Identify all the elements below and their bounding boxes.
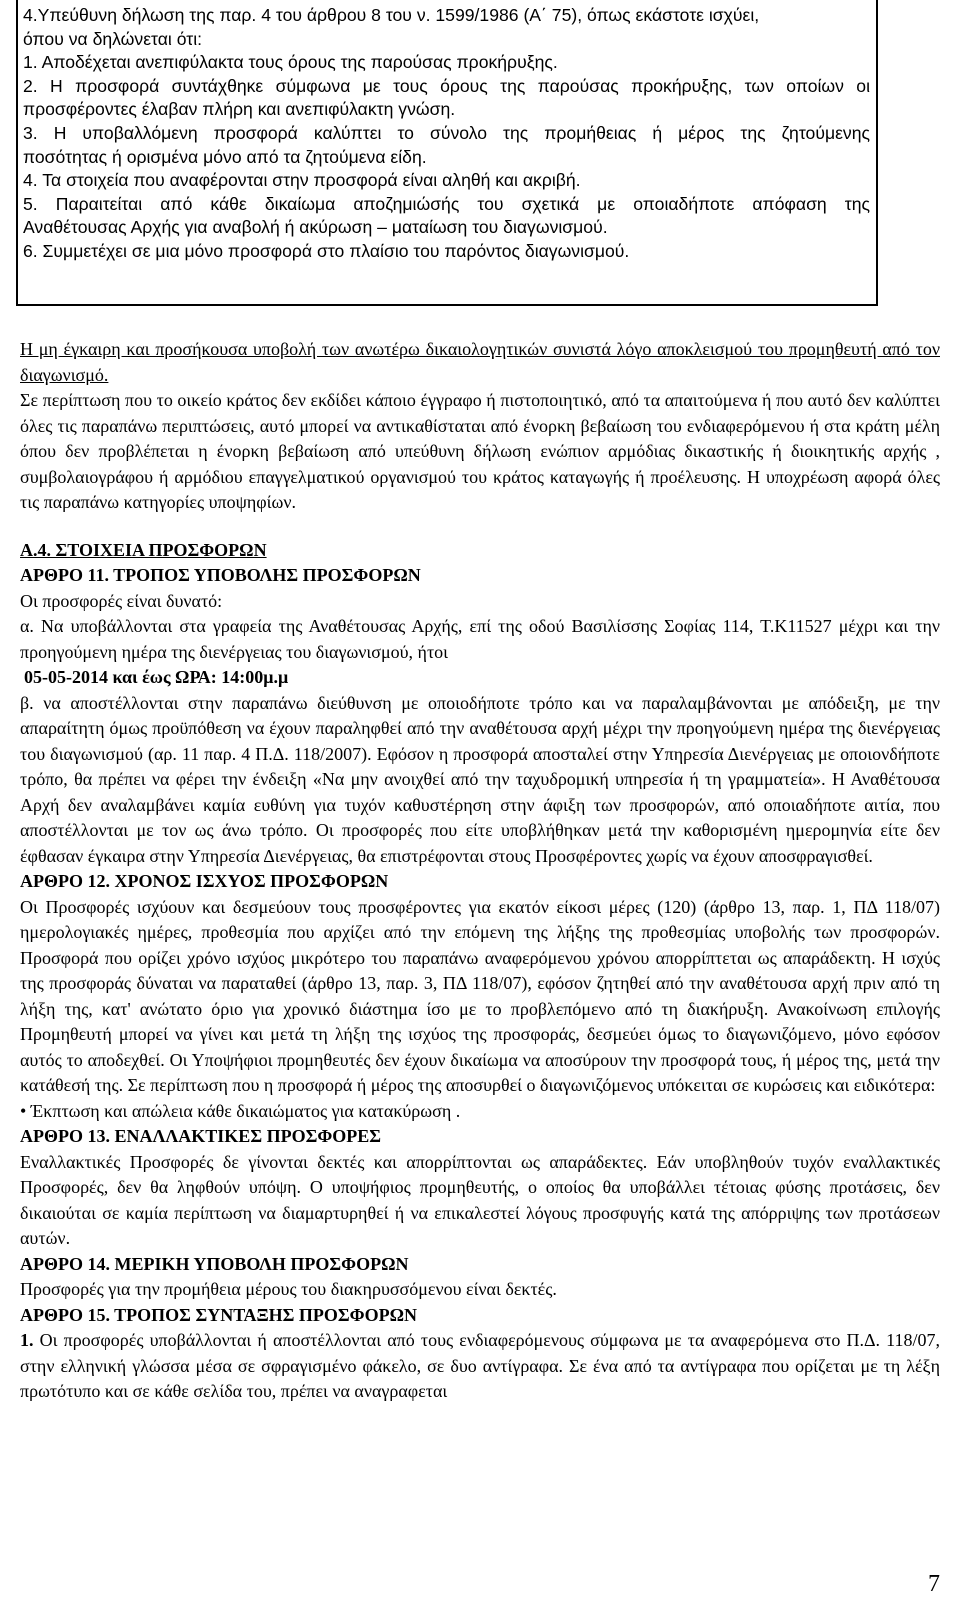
declaration-item: 2. Η προσφορά συντάχθηκε σύμφωνα με τους όρους της παρούσας προκήρυξης, των οποίων οι — [23, 75, 870, 96]
declaration-item: προσφέροντες έλαβαν πλήρη και ανεπιφύλακτη γνώση. — [23, 99, 456, 120]
article-14-text: Προσφορές για την προμήθεια μέρους του διακηρυσσόμενου είναι δεκτές. — [20, 1279, 557, 1299]
article-15-text — [20, 1328, 940, 1405]
article-15-body: Οι προσφορές υποβάλλονται ή αποστέλλονται από τους ενδιαφερόμενους σύμφωνα με τα αναφερόμενα στο Π.Δ. 118/07, στην ελληνική γλώσσα μέσα σε σφραγισμένο φάκελο, σε δυο αντίγραφα. Σε ένα από τα αντίγραφα που ορίζεται με τη λέξη πρωτότυπο και σε κάθε σελίδα του, πρέπει να αναγραφεται — [20, 1330, 940, 1401]
article-11-title: ΑΡΘΡΟ 11. ΤΡΟΠΟΣ ΥΠΟΒΟΛΗΣ ΠΡΟΣΦΟΡΩΝ — [20, 565, 421, 585]
article-15-number: 1. — [20, 1330, 34, 1350]
notice-paragraph: Σε περίπτωση που το οικείο κράτος δεν εκδίδει κάποιο έγγραφο ή πιστοποιητικό, από τα απαιτούμενα ή που αυτό δεν καλύπτει όλες τις παραπάνω περιπτώσεις, αυτό μπορεί να αντικαθίσταται από ένορκη βεβαίωση του ενδιαφερόμενου ή στα κράτη μέλη όπου δεν προβλέπεται η ένορκη βεβαίωση από υπεύθυνη δήλωση ενώπιον αρμόδιας δικαστικής ή διοικητικής αρχής , συμβολαιογράφου ή αρμόδιου επαγγελματικού οργανισμού του κράτος καταγωγής ή προέλευσης. Η υποχρέωση αφορά όλες τις παραπάνω κατηγορίες υποψηφίων. — [20, 390, 940, 512]
article-14-title: ΑΡΘΡΟ 14. ΜΕΡΙΚΗ ΥΠΟΒΟΛΗ ΠΡΟΣΦΟΡΩΝ — [20, 1253, 409, 1274]
article-11-item-a: α. Να υποβάλλονται στα γραφεία της Αναθέτουσας Αρχής, επί της οδού Βασιλίσσης Σοφίας 114, Τ.Κ11527 μέχρι και την προηγούμενη ημέρα της διενέργειας του διαγωνισμού, ήτοι — [20, 616, 940, 662]
document-body — [20, 337, 940, 1405]
article-11-item-b: β. να αποστέλλονται στην παραπάνω διεύθυνση με οποιοδήποτε τρόπο και να παραλαμβάνονται με απόδειξη, με την απαραίτητη όμως προϋπόθεση να έχουν παραληφθεί από την αναθέτουσα αρχή μέχρι την προηγούμενη ημέρα της διενέργειας του διαγωνισμού (αρ. 11 παρ. 4 Π.Δ. 118/2007). Εφόσον η προσφορά αποσταλεί στην Υπηρεσία Διενέργειας με οποιονδήποτε τρόπο, θα πρέπει να φέρει την ένδειξη «Να μην ανοιχθεί από την ταχυδρομική υπηρεσία ή τη γραμματεία». Η Αναθέτουσα Αρχή δεν αναλαμβάνει καμία ευθύνη για τυχόν καθυστέρηση στην άφιξη των προσφορών, από οποιαδήποτε αιτία, που αποστέλλονται με τον ως άνω τρόπο. Οι προσφορές που είτε υποβλήθηκαν μετά την καθορισμένη ημερομηνία είτε δεν έφθασαν έγκαιρα στην Υπηρεσία Διενέργειας, θα επιστρέφονται στους Προσφέροντες χωρίς να έχουν αποσφραγισθεί. — [20, 692, 940, 866]
declaration-box — [16, 0, 878, 306]
declaration-item: Αναθέτουσας Αρχής για αναβολή ή ακύρωση – ματαίωση του διαγωνισμού. — [23, 217, 608, 238]
article-11-intro: Οι προσφορές είναι δυνατό: — [20, 590, 223, 611]
article-12-title: ΑΡΘΡΟ 12. ΧΡΟΝΟΣ ΙΣΧΥΟΣ ΠΡΟΣΦΟΡΩΝ — [20, 871, 389, 891]
declaration-item: 6. Συμμετέχει σε μια μόνο προσφορά στο πλαίσιο του παρόντος διαγωνισμού. — [23, 240, 630, 261]
article-13-title: ΑΡΘΡΟ 13. ΕΝΑΛΛΑΚΤΙΚΕΣ ΠΡΟΣΦΟΡΕΣ — [20, 1126, 382, 1146]
declaration-item: 4. Τα στοιχεία που αναφέρονται στην προσφορά είναι αληθή και ακριβή. — [23, 170, 581, 191]
article-13-text: Εναλλακτικές Προσφορές δε γίνονται δεκτές και απορρίπτονται ως απαράδεκτες. Εάν υποβληθούν τυχόν εναλλακτικές Προσφορές, δεν θα ληφθούν υπόψη. Ο υποψήφιος προμηθευτής, ο οποίος θα υποβάλλει τέτοιας φύσης προτάσεις, δεν δικαιούται σε καμία περίπτωση να διαμαρτυρηθεί ή να επικαλεστεί λόγους προσφυγής κατά της απόρριψης των προτάσεων αυτών. — [20, 1151, 940, 1248]
article-12-text: Οι Προσφορές ισχύουν και δεσμεύουν τους προσφέροντες για εκατόν είκοσι μέρες (120) (άρθρο 13, παρ. 1, ΠΔ 118/07) ημερολογιακές ημέρες, προθεσμία που αρχίζει από την επόμενη της λήξης της προθεσμίας υποβολής των προσφορών. Προσφορά που ορίζει χρόνο ισχύος μικρότερο του παραπάνω αναφερόμενου χρόνου απορρίπτεται ως απαράδεκτη. Η ισχύς της προσφοράς δύναται να παραταθεί (άρθρο 13, παρ. 3, ΠΔ 118/07), εφόσον ζητηθεί από την αναθέτουσα αρχή πριν από τη λήξη της, κατ' ανώτατο όριο για χρονικό διάστημα ίσο με το προβλεπόμενο από τη διακήρυξη. Ανακοίνωση επιλογής Προμηθευτή μπορεί να γίνει και μετά τη λήξη της ισχύος της προσφοράς, δεσμεύει όμως το διαγωνιζόμενο, μόνο εφόσον αυτός το αποδεχθεί. Οι Υποψήφιοι προμηθευτές δεν έχουν δικαίωμα να αποσύρουν την προσφορά τους, ή μέρος της, μετά την κατάθεσή της. Σε περίπτωση που η προσφορά ή μέρος της αποσυρθεί ο διαγωνιζόμενος υπόκειται σε κυρώσεις και ειδικότερα: — [20, 896, 940, 1095]
page-number: 7 — [928, 1571, 940, 1597]
section-title: Α.4. ΣΤΟΙΧΕΙΑ ΠΡΟΣΦΟΡΩΝ — [20, 539, 267, 560]
declaration-heading: 4.Υπεύθυνη δήλωση της παρ. 4 του άρθρου 8 του ν. 1599/1986 (Α΄ 75), όπως εκάστοτε ισχύει, — [23, 5, 760, 25]
declaration-item: ποσότητας ή ορισμένα μόνο από τα ζητούμενα είδη. — [23, 146, 427, 167]
article-12-bullet: • Έκπτωση και απώλεια κάθε δικαιώματος για κατακύρωση . — [20, 1100, 461, 1121]
declaration-item: 1. Αποδέχεται ανεπιφύλακτα τους όρους της παρούσας προκήρυξης. — [23, 52, 558, 73]
exclusion-notice: Η μη έγκαιρη και προσήκουσα υποβολή των ανωτέρω δικαιολογητικών συνιστά λόγο αποκλεισμού του προμηθευτή από τον διαγωνισμό. — [20, 339, 940, 385]
declaration-heading-cont: όπου να δηλώνεται ότι: — [23, 28, 203, 49]
declaration-item: 5. Παραιτείται από κάθε δικαίωμα αποζημιώσής του σχετικά με οποιαδήποτε απόφαση της — [23, 193, 870, 214]
article-15-title: ΑΡΘΡΟ 15. ΤΡΟΠΟΣ ΣΥΝΤΑΞΗΣ ΠΡΟΣΦΟΡΩΝ — [20, 1304, 418, 1325]
submission-deadline: 05-05-2014 και έως ΩΡΑ: 14:00μ.μ — [24, 667, 289, 687]
declaration-item: 3. Η υποβαλλόμενη προσφορά καλύπτει το σύνολο της προμήθειας ή μέρος της ζητούμενης — [23, 122, 870, 143]
